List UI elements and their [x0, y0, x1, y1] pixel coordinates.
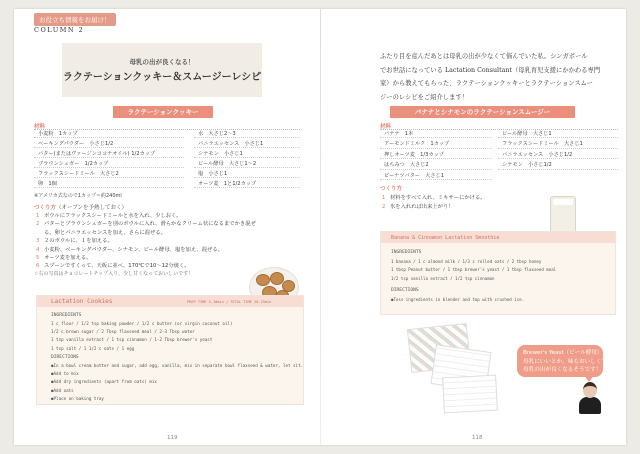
- card-line: 1 tsp vanilla extract / 1 tsp cinnamon / 1-2 Tbsp brewer's yeast: [51, 337, 213, 343]
- step-text: ２のボウルに、１を加える。: [44, 238, 113, 245]
- recipe-photos: [409, 326, 503, 416]
- cookie-card-times: PREP TIME 5-10min / TOTAL TIME 20-25min: [187, 300, 272, 304]
- smoothie-foam: [553, 199, 573, 205]
- step-number: 5: [36, 255, 40, 261]
- step-text: る。卵とバニラエッセンスを加え、さらに混ぜる。: [44, 229, 166, 236]
- smoothie-card-dir-head: DIRECTIONS: [391, 288, 419, 293]
- smoothie-card-title: Banana & Cinnamon Lactation Smoothie: [391, 235, 500, 241]
- cookie-card-ing-head: INGREDIENTS: [51, 313, 82, 318]
- smoothie-recipe-card: [380, 231, 616, 315]
- method-step: [36, 261, 190, 269]
- smoothie-card-ing-head: INGREDIENTS: [391, 250, 422, 255]
- book-spread: [14, 9, 626, 445]
- title-sub: 母乳の出が良くなる！: [129, 58, 195, 66]
- smoothie-ingredients-label: 材料: [380, 124, 392, 130]
- ingredient-row: シナモン 小さじ1/2: [498, 161, 618, 169]
- smoothie-ribbon: バナナとシナモンのラクテーションスムージー: [395, 106, 570, 118]
- speech-bubble: [517, 345, 609, 377]
- info-tag: お役立ち情報をお届け！: [34, 13, 116, 26]
- method-step: [36, 236, 113, 244]
- step-text: 氷を入れれば出来上がり！: [390, 203, 454, 210]
- step-text: スプーンですくって、天板に並べ、170℃で10〜12分焼く。: [44, 263, 190, 270]
- method-step: [382, 202, 454, 210]
- card-line: 1/2 tsp vanilla extract / 1/2 tsp cinnamon: [391, 275, 495, 281]
- cookie-method-label: [34, 203, 127, 211]
- method-step: [36, 253, 91, 261]
- ingredient-row: アーモンドミルク 1カップ: [380, 140, 492, 148]
- ingredient-row: 卵 1個: [34, 180, 184, 188]
- ingredient-row: バニラエッセンス 小さじ1/2: [498, 151, 618, 159]
- ingredient-row: シナモン 小さじ1: [194, 150, 300, 158]
- ingredient-row: フラックスシードミール 大さじ2: [34, 170, 184, 178]
- ingredient-row: ピーナツバター 大さじ1: [380, 172, 492, 180]
- ingredient-row: はちみつ 大さじ2: [380, 161, 492, 169]
- step-text: ボウルにフラックスシードミールと水を入れ、少しおく。: [44, 213, 182, 219]
- ingredient-row: バニラエッセンス 小さじ1: [194, 140, 300, 148]
- ingredient-row: 水 大さじ2〜3: [194, 130, 300, 138]
- step-text: オーツ麦を加える。: [44, 255, 92, 261]
- column-text: COLUMN 2: [34, 26, 85, 34]
- author-avatar: [579, 382, 601, 414]
- ingredient-row: ビール酵母 大さじ1〜2: [194, 160, 300, 168]
- cookie-card-dir-head: DIRECTIONS: [51, 355, 79, 360]
- intro-text: [380, 50, 623, 104]
- cookie-method-text: つくり方: [34, 205, 57, 211]
- card-line: ●Add dry ingredients (apart from oats) mix: [51, 379, 157, 385]
- method-step: [36, 219, 256, 227]
- card-line: ●Add to mix: [51, 371, 79, 377]
- method-step: [36, 245, 223, 253]
- card-line: 1 banana / 1 c almond milk / 1/3 c rolled oats / 2 tbsp honey: [391, 259, 542, 264]
- card-line: 1 tbsp Peanut butter / 1 tbsp brewer's yeast / 1 tbsp flaxseed meal: [391, 267, 557, 273]
- intro-line: ジーのレシピをご紹介します！: [380, 93, 468, 101]
- ingredient-row: フラックスシードミール 大さじ1: [498, 140, 618, 148]
- cookie-ingredients-label: 材料: [34, 124, 46, 130]
- ingredient-row: バナナ 1本: [380, 130, 492, 138]
- cup-note: ※アメリカ式なので1カップ＝約240ml: [34, 193, 122, 199]
- gutter: [320, 9, 321, 445]
- card-line: 1/2 c brown sugar / 2 Tbsp flaxseed meal / 2-3 Tbsp water: [51, 329, 195, 335]
- ingredient-row: 小麦粉 1カップ: [34, 130, 184, 138]
- method-step: [36, 228, 166, 236]
- ingredient-row: オーツ麦 1と1/2カップ: [194, 180, 300, 188]
- card-line: ●In a bowl cream butter and sugar, add egg, vanilla, mix in separate bowl flaxseed & water, let sit.: [51, 363, 304, 368]
- cookie-piece: [256, 274, 270, 286]
- method-step: [36, 211, 182, 219]
- ingredient-row: ビール酵母 大さじ1: [498, 130, 618, 138]
- ingredient-row: バター(またはヴァージンココナオイル) 1/2カップ: [34, 150, 184, 158]
- column-label: [34, 26, 84, 34]
- method-step: [382, 193, 486, 201]
- ingredient-row: 押しオーツ麦 1/3カップ: [380, 151, 492, 159]
- page-number-right: 118: [472, 435, 483, 441]
- ingredient-row: ベーキングパウダー 小さじ1/2: [34, 140, 184, 148]
- step-number: 3: [36, 238, 40, 245]
- recipe-card-photo: [442, 375, 498, 414]
- speech-bubble-tail: [584, 375, 594, 382]
- intro-line: でお世話になっている Lactation Consultant（母乳育児支援にかかわる専門: [380, 66, 601, 74]
- cookie-tip: ☆右の写真はチョコレートチップ入り。少し甘くなっておいしいです！: [34, 271, 194, 277]
- cookie-card-title: Lactation Cookies: [51, 298, 113, 305]
- step-text: 材料をすべて入れ、ミキサーにかける。: [390, 195, 486, 201]
- step-text: 小麦粉、ベーキングパウダー、シナモン、ビール酵母、塩を加え、混ぜる。: [44, 246, 223, 253]
- step-number: 4: [36, 246, 40, 253]
- cookie-method-note: （オーブンを予熱しておく）: [56, 205, 128, 211]
- bubble-line: 母乳の出が良くなるそうです！: [523, 367, 602, 373]
- card-line: ●Place on baking tray: [51, 395, 104, 401]
- smoothie-ingredients-table: [380, 129, 618, 181]
- avatar-body: [579, 397, 601, 414]
- card-line: ●Toss ingredients in blender and top with crushed ice.: [391, 297, 525, 302]
- intro-line: 家）から教えてもらった、ラクテーションクッキーとラクテーションスムー: [380, 80, 593, 87]
- cookie-ingredients-table: [34, 129, 300, 189]
- cookie-ribbon: ラクテーションクッキー: [118, 106, 208, 118]
- card-line: ●Add oats: [51, 387, 74, 393]
- bubble-line: Brewer's Yeast（ビール酵母）が: [523, 350, 609, 356]
- smoothie-method-label: つくり方: [380, 186, 403, 192]
- avatar-head: [583, 382, 597, 398]
- step-number: 1: [36, 213, 40, 219]
- title-box: [62, 43, 262, 97]
- step-text: バターとブラウンシュガーを別のボウルに入れ、滑らかなクリーム状になるまでかき混ぜ: [44, 221, 256, 228]
- bubble-line: 母乳にいいとか。味もおいしくて: [523, 358, 607, 365]
- step-number: 2: [36, 221, 40, 228]
- ingredient-row: 塩 小さじ1: [194, 170, 300, 178]
- title-main: ラクテーションクッキー＆スムージーレシピ: [62, 72, 262, 83]
- step-number: 6: [36, 263, 40, 270]
- cookie-recipe-card: [36, 295, 304, 405]
- step-number: 2: [382, 203, 386, 210]
- card-line: 1 tsp salt / 1 1/2 c oats / 1 egg: [51, 345, 135, 351]
- page-number-left: 119: [167, 435, 178, 441]
- ingredient-row: ブラウンシュガー 1/2カップ: [34, 160, 184, 168]
- step-number: 1: [382, 195, 386, 201]
- intro-line: ふたり目を産んだあとは母乳の出が少なくて悩んでいた私。シンガポール: [380, 53, 588, 60]
- card-line: 1 c flour / 1/2 tsp baking powder / 1/2 c butter (or virgin coconut oil): [51, 321, 233, 326]
